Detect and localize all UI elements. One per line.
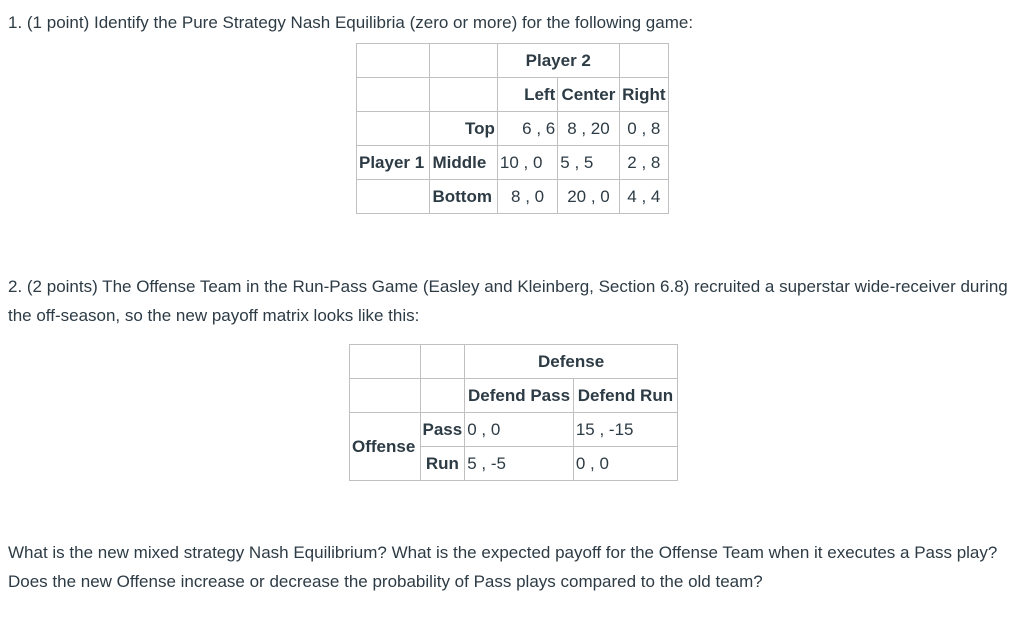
payoff-cell: 8 , 0 (497, 180, 557, 214)
column-header-center: Center (558, 78, 619, 112)
empty-cell (430, 78, 497, 112)
empty-cell (357, 180, 430, 214)
payoff-cell: 10 , 0 (497, 146, 557, 180)
payoff-matrix-game-1 (356, 43, 669, 214)
payoff-cell: 0 , 0 (573, 447, 677, 481)
column-header-defend-run: Defend Run (573, 379, 677, 413)
column-header-left: Left (497, 78, 557, 112)
payoff-cell: 20 , 0 (558, 180, 619, 214)
payoff-cell: 15 , -15 (573, 413, 677, 447)
question-2-text: 2. (2 points) The Offense Team in the Run-Pass Game (Easley and Kleinberg, Section 6.8) recruited a superstar wide-receiver during the off-season, so the new payoff matrix looks like this: (8, 277, 1008, 325)
payoff-cell: 6 , 6 (497, 112, 557, 146)
row-header-top: Top (430, 112, 497, 146)
row-header-pass: Pass (420, 413, 465, 447)
column-header-defend-pass: Defend Pass (465, 379, 574, 413)
payoff-cell: 4 , 4 (619, 180, 668, 214)
empty-cell (420, 345, 465, 379)
row-header-run: Run (420, 447, 465, 481)
row-header-middle: Middle (430, 146, 497, 180)
question-1-text: 1. (1 point) Identify the Pure Strategy Nash Equilibria (zero or more) for the following game: (8, 13, 694, 32)
empty-cell (350, 345, 421, 379)
payoff-cell: 5 , 5 (558, 146, 619, 180)
payoff-cell: 5 , -5 (465, 447, 574, 481)
row-header-bottom: Bottom (430, 180, 497, 214)
row-player-label: Offense (350, 413, 421, 481)
empty-cell (357, 44, 430, 78)
column-player-label: Defense (465, 345, 678, 379)
payoff-cell: 2 , 8 (619, 146, 668, 180)
empty-cell (357, 112, 430, 146)
empty-cell (619, 44, 668, 78)
payoff-cell: 8 , 20 (558, 112, 619, 146)
row-player-label: Player 1 (357, 146, 430, 180)
column-player-label: Player 2 (497, 44, 619, 78)
empty-cell (430, 44, 497, 78)
empty-cell (350, 379, 421, 413)
question-2-prompt: What is the new mixed strategy Nash Equilibrium? What is the expected payoff for the Offense Team when it executes a Pass play? Does the new Offense increase or decrease the probability of Pass plays compared to the old team? (8, 543, 998, 591)
empty-cell (357, 78, 430, 112)
column-header-right: Right (619, 78, 668, 112)
payoff-matrix-run-pass (349, 344, 678, 481)
payoff-cell: 0 , 8 (619, 112, 668, 146)
empty-cell (420, 379, 465, 413)
payoff-cell: 0 , 0 (465, 413, 574, 447)
